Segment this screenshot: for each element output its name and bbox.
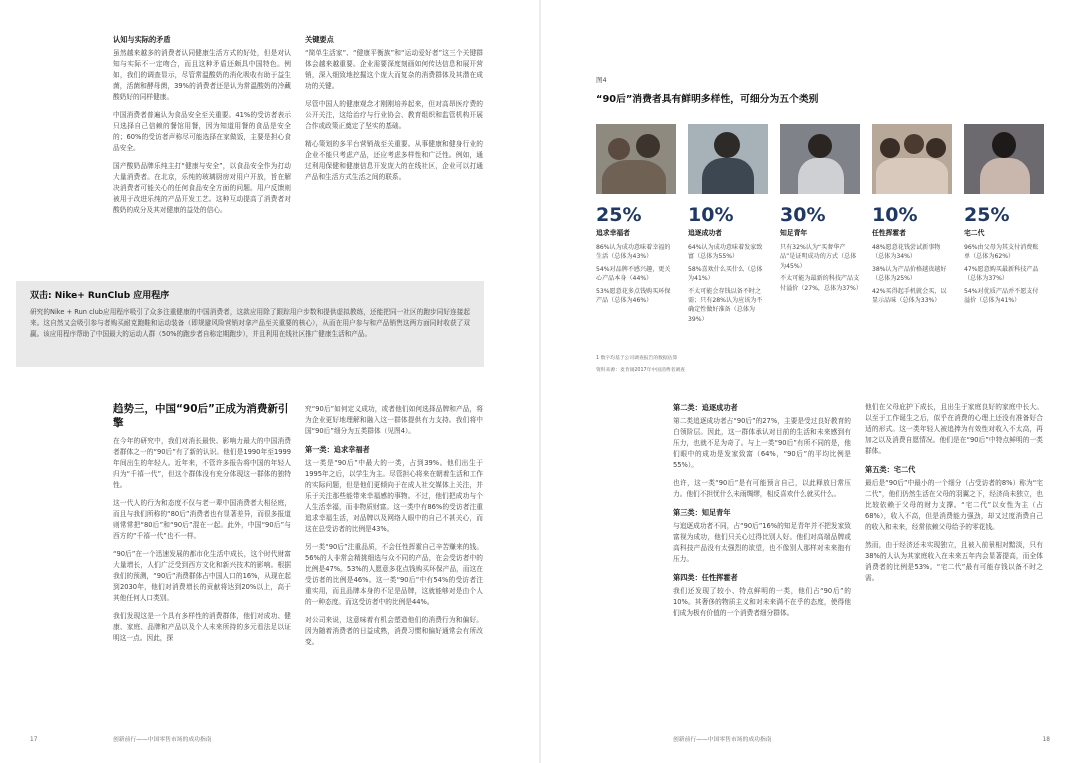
paragraph: 最后是“90后”中最小的一个细分（占受访者的8%）称为“宅二代”，他们仍然生活在父母的羽翼之下，经济尚未独立，也比较依赖于父母的财力支撑。“宅二代”以女性为主（占68%），收入不高，但是消费能力强劲，却又过度消费自己的收入和未来，经常依赖父母给予的零花钱。: [865, 479, 1043, 531]
segment-percent: 10%: [872, 204, 918, 226]
segment-stat: 64%认为成功意味着发家致富（总体为55%）: [688, 244, 763, 261]
subsection-heading: 第一类：追求幸福者: [305, 445, 370, 454]
section-heading: 认知与实际的矛盾: [113, 35, 171, 44]
segment-photo: [964, 124, 1044, 194]
right-column-1: [673, 402, 851, 626]
segment-name: 知足青年: [780, 229, 808, 237]
paragraph: 中国消费者普遍认为食品安全至关重要。41%的受访者表示只选择自己信赖的餐馆用餐，因为知道用餐的食品是安全的；60%的受访者声称尽可能选择在家做饭，主要是担心食品安全。: [113, 111, 291, 152]
segment-grid: [596, 124, 1064, 354]
segment-card: [596, 124, 676, 308]
left-column-3: [113, 402, 291, 651]
segment-stat: 86%认为成功意味着幸福的生活（总体为43%）: [596, 244, 671, 261]
paragraph: 他们在父母庇护下成长，且出生于家庭良好的家庭中长大。以至于工作诞生之后，似乎在消费的心理上还没有准备好合适的形式。这一类年轻人被追捧为有效性对收入不太高，再加之以及消费自愿情况。他们是在“90后”中特点鲜明的一类群体。: [865, 403, 1043, 455]
segment-percent: 30%: [780, 204, 826, 226]
left-column-2: [305, 34, 483, 190]
segment-stat: 58%喜欢什么买什么（总体为41%）: [688, 265, 763, 283]
segment-stat: 96%由父母为其支付消费账单（总体为62%）: [964, 244, 1039, 261]
paragraph: 我们还发现了较小、特点鲜明的一类，他们占“90后”的10%。其奢侈的物质主义和对未来满不在乎的态度，使得他们成为极有价值的一个消费者细分群体。: [673, 587, 851, 617]
figure-footnote: 1 数字均基于公司调查报告的数据估算: [596, 356, 678, 361]
segment-name: 追逐成功者: [688, 229, 722, 237]
segment-stat: 不太可能会存钱以备不时之需；只有28%认为应该为不确定性做好准备（总体为39%）: [688, 287, 763, 323]
paragraph: 我们发现这是一个具有多样性的消费群体，他们对成功、健康、家庭、品牌和产品以及个人未来所持的多元看法足以证明这一点。因此，探: [113, 612, 291, 642]
segment-name: 追求幸福者: [596, 229, 630, 237]
paragraph: 究“90后”如何定义成功，或者他们如何选择品牌和产品，将为企业更好地理解和融入这一群体提供有力支持。我们将中国“90后”细分为五类群体（见图4）。: [305, 405, 483, 435]
subsection-heading: 第三类：知足青年: [673, 508, 731, 517]
publication-title: 创新前行——中国零售市场的成功指南: [113, 737, 212, 743]
segment-stat: 48%愿意花钱尝试新事物（总体为34%）: [872, 244, 941, 261]
paragraph: “90后”在一个迅速发展的都市化生活中成长，这个时代财富大量增长，人们广泛受到西方文化和新兴技术的影响。根据我们的预测，“90后”消费群体占中国人口的16%，从现在起到2030年，他们对消费增长的贡献将达到20%以上，高于其他任何人口类别。: [113, 550, 291, 602]
figure-title: “90后”消费者具有鲜明多样性，可细分为五个类别: [596, 94, 819, 105]
segment-stat: 54%对优质产品并不愿支付溢价（总体为41%）: [964, 287, 1039, 305]
segment-card: [872, 124, 952, 308]
segment-stat: 只有32%认为“买奢华产品”是证明成功的方式（总体为45%）: [780, 244, 857, 270]
paragraph: 与追逐成功者不同，占“90后”16%的知足青年并不把发家致富视为成功，他们只关心过得比别人好。他们对高端品牌或高科技产品没有太强烈的欲望，也不像别人那样对未来抱有压力。: [673, 522, 851, 563]
segment-card: [688, 124, 768, 327]
segment-photo: [596, 124, 676, 194]
segment-stat: 54%对品牌不感兴趣，更关心产品本身（44%）: [596, 265, 671, 283]
trend-title: 趋势三，中国“90后”正成为消费新引擎: [113, 403, 289, 429]
subsection-heading: 第二类：追逐成功者: [673, 403, 738, 412]
segment-percent: 10%: [688, 204, 734, 226]
left-column-1: [113, 34, 291, 223]
paragraph: 也许，这一类“90后”是有可能预言自己，以此释放日常压力。他们不担忧什么未雨绸缪，相反喜欢什么就买什么。: [673, 479, 851, 498]
figure-label: 图4: [596, 76, 607, 84]
segment-stat: 不太可能为最新的科技产品支付溢价（27%，总体为37%）: [780, 275, 862, 292]
page-number: 18: [1042, 737, 1050, 743]
box-title: 双击: Nike+ RunClub 应用程序: [30, 291, 170, 301]
segment-name: 任性挥霍者: [872, 229, 906, 237]
paragraph: 另一类“90后”注重品质，不会任性挥霍自己辛苦赚来的钱。56%的人非常会精挑细选与众不同的产品，在会受访者中的比例是47%。53%的人愿意多花点钱购买环保产品，而这在受访者的比例是46%。这一类“90后”中有54%的受访者注重实用，而且品牌本身的不足是品牌，这就能够对是由个人的一种态度。而这受访者中的比例是44%。: [305, 543, 483, 606]
segment-name: 宅二代: [964, 229, 985, 237]
paragraph: 这一代人的行为和态度不仅与老一辈中国消费者大相径庭，而且与我们所称的“80后”消费者也有显著差异，而很多报道则常常把“80后”和“90后”混在一起。此外，中国“90后”与西方的“千禧一代”也不一样。: [113, 499, 291, 540]
segment-percent: 25%: [596, 204, 642, 226]
section-heading: 关键要点: [305, 35, 334, 44]
segment-percent: 25%: [964, 204, 1010, 226]
publication-title: 创新前行——中国零售市场的成功指南: [673, 737, 772, 743]
segment-photo: [872, 124, 952, 194]
segment-stat: 53%愿意花多点钱购买环保产品（总体为46%）: [596, 287, 671, 305]
paragraph: 第二类追逐成功者占“90后”的27%，主要是受过良好教育的白领阶层。因此，这一群体承认对目前的生活和未来感到有压力，也就不足为奇了。与上一类“90后”有所不同的是，他们眼中的成功是发家致富（64%，“90后”的平均比例是55%）。: [673, 417, 851, 469]
right-page: [540, 0, 1080, 763]
segment-card: [964, 124, 1044, 308]
segment-stat: 47%愿意购买最新科技产品（总体为37%）: [964, 265, 1039, 283]
page-number: 17: [30, 737, 38, 743]
left-column-4: [305, 404, 483, 655]
paragraph: 国产酸奶品牌乐纯主打“健康与安全”，以食品安全作为打动大量消费者。在北京，乐纯的玻璃厨房对用户开放，旨在解决消费者可能关心的任何食品安全方面的问题。用户反馈则被用于改进乐纯的产品开发工艺。这种互动提高了消费者对酸奶的成分及其对健康的益处的信心。: [113, 162, 291, 214]
paragraph: 尽管中国人的健康观念才刚刚培养起来，但对高昂医疗费的公开关注，这给治疗与行业协会、教育组织和监管机构开展合作或政策正奠定了坚实的基础。: [305, 100, 483, 130]
case-study-box: [16, 281, 484, 367]
paragraph: 精心策划的多平台营销战至关重要。从事健康和健身行业的企业不能只考虑产品，还应考虑多样性和广泛性。例如，通过利用保健和健康信息开发庞大的在线社区，企业可以打通产品和生活方式生活之间的联系。: [305, 140, 483, 181]
segment-photo: [780, 124, 860, 194]
right-column-2: [865, 402, 1043, 591]
paragraph: 在今年的研究中，我们对消长最快、影响力最大的中国消费者群体之一的“90后”有了新的认识。他们是1990年至1999年间出生的年轻人。近年来，不管许多报告将中国的年轻人归为“千禧一代”，但这个群体没有充分体现这一群体的独特性。: [113, 437, 291, 489]
paragraph: 虽然越来越多的消费者认同健康生活方式的好处，但是对认知与实际不一定吻合，而且这种矛盾还颇具中国特色。例如，我们的调查显示，尽管常温酸奶的消化吸收有助于益生菌，活菌和酵母菌，39%的消费者还是认为常温酸奶的冷藏酸奶好的同样健康。: [113, 49, 291, 101]
paragraph: 这一类是“90后”中最大的一类，占到39%。他们出生于1995年之后，以学生为主。尽管担心将来在朝着生活和工作的实际问题，但是他们更倾向于在成人社交媒体上关注，并乐于关注那些能带来幸福感的事物。不过，他们把成功与个人生活幸福，而非物质财富。这一类中有86%的受访者注重追求幸福生活，对品牌以及网络人眼中的自己不甚关心，而这在总受访者的比例是43%。: [305, 459, 483, 533]
segment-card: [780, 124, 860, 296]
paragraph: 然而，由于经济还未实现独立，且被入前景相对黯淡，只有38%的人认为其家庭收入在未来五年内会显著提高，而全体消费者的比例是53%。“宅二代”最有可能存钱以备不时之需。: [865, 541, 1043, 582]
subsection-heading: 第五类：宅二代: [865, 465, 916, 474]
paragraph: “简单生活家”、“健康平衡族”和“运动爱好者”这三个关键群体会越来越重要。企业需要深度刻画如何传达信息和展开营销，深入细致地挖掘这个庞大而复杂的消费群体及其潜在成功的关键。: [305, 49, 483, 90]
subsection-heading: 第四类：任性挥霍者: [673, 573, 738, 582]
figure-source: 资料来源：麦肯锡2017年中国消费者调查: [596, 368, 685, 373]
segment-stat: 38%认为产品价格越贵越好（总体为25%）: [872, 265, 947, 283]
segment-stat: 42%买得起手机就会买，以显示品味（总体为33%）: [872, 287, 947, 305]
paragraph: 对公司来说，这意味着有机会塑造他们的消费行为和偏好。因为随着消费者的日益成熟，消费习惯和偏好通常会有所改变。: [305, 616, 483, 646]
box-body: 研究的Nike + Run club应用程序吸引了众多注重健康的中国消费者，这款应用除了跟踪用户步数和提供虚拟教练，还能把同一社区的跑步同好连接起来。这自然又会吸引参与者购买耐克跑鞋和运动装备（即规避风险营销对拿产品至关重要的核心），从而在用户参与和产品销售这两方面同时收获了双赢。该应用程序帮助了中国最大的运动人群（50%的跑步者自称定期跑步），并且利用在线社区推广健康生活和产品。: [30, 308, 470, 338]
segment-photo: [688, 124, 768, 194]
